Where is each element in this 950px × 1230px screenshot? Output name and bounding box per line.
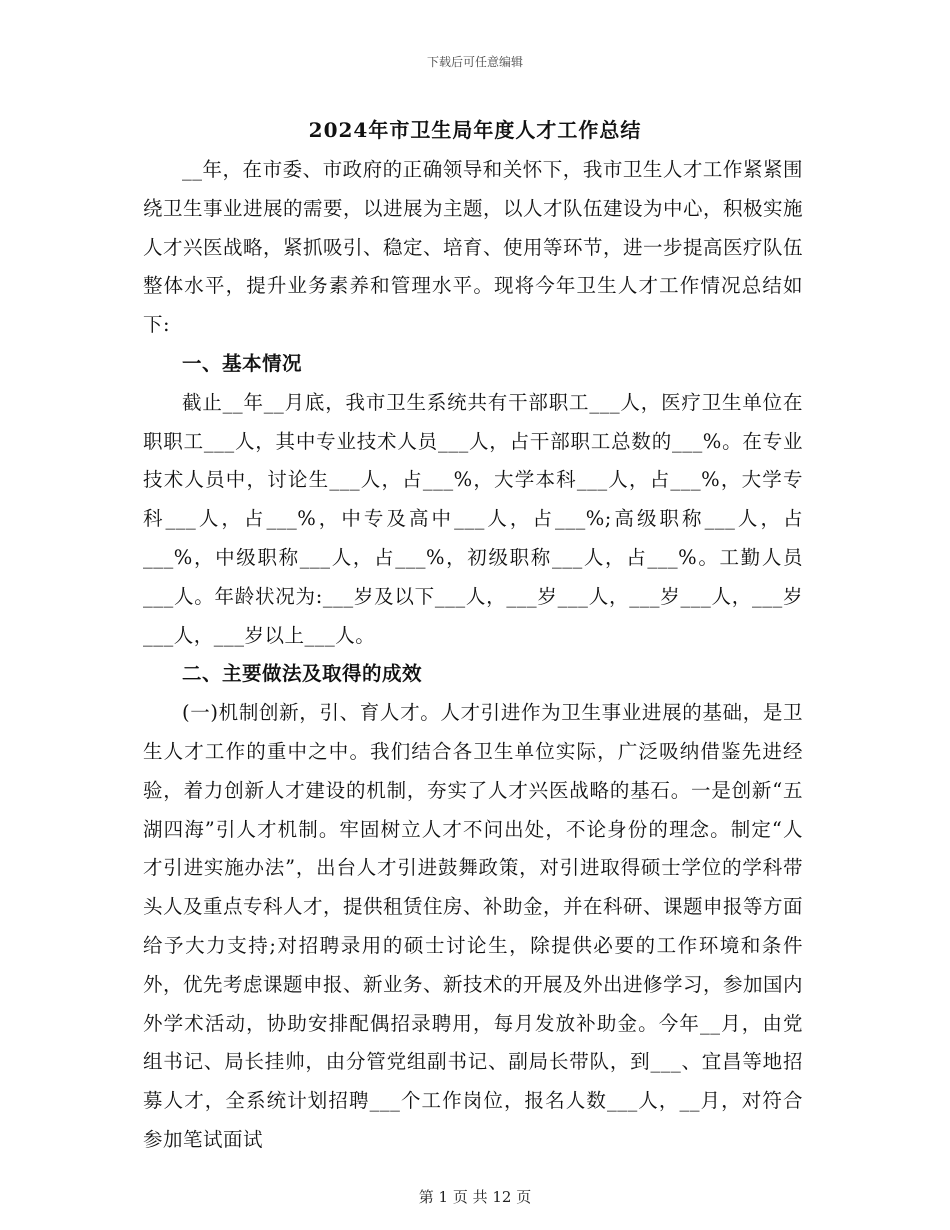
- page-footer: 第 1 页 共 12 页: [418, 1188, 532, 1206]
- section-paragraph-basic: 截止__年__月底，我市卫生系统共有干部职工___人，医疗卫生单位在职职工___人，其中专业技术人员___人，占干部职工总数的___%。在专业技术人员中，讨论生___人，占___%，大学本科___人，占___%，大学专科___人，占___%，中专及高中___人，占___%;高级职称___人，占___%，中级职称___人，占___%，初级职称___人，占___%。工勤人员___人。年龄状况为:___岁及以下___人，___岁___人，___岁___人，___岁___人，___岁以上___人。: [143, 390, 803, 647]
- document-body: [143, 151, 803, 1160]
- section-heading-basic: 一、基本情况: [182, 351, 303, 375]
- page-header: 下载后可任意编辑: [426, 55, 523, 69]
- intro-paragraph: __年，在市委、市政府的正确领导和关怀下，我市卫生人才工作紧紧围绕卫生事业进展的需要，以进展为主题，以人才队伍建设为中心，积极实施人才兴医战略，紧抓吸引、稳定、培育、使用等环节，进一步提高医疗队伍整体水平，提升业务素养和管理水平。现将今年卫生人才工作情况总结如下:: [143, 158, 804, 337]
- section-paragraph-measures: (一)机制创新，引、育人才。人才引进作为卫生事业进展的基础，是卫生人才工作的重中之中。我们结合各卫生单位实际，广泛吸纳借鉴先进经验，着力创新人才建设的机制，夯实了人才兴医战略的基石。一是创新“五湖四海”引人才机制。牢固树立人才不问出处，不论身份的理念。制定“人才引进实施办法”，出台人才引进鼓舞政策，对引进取得硕士学位的学科带头人及重点专科人才，提供租赁住房、补助金，并在科研、课题申报等方面给予大力支持;对招聘录用的硕士讨论生，除提供必要的工作环境和条件外，优先考虑课题申报、新业务、新技术的开展及外出进修学习，参加国内外学术活动，协助安排配偶招录聘用，每月发放补助金。今年__月，由党组书记、局长挂帅，由分管党组副书记、副局长带队，到___、宜昌等地招募人才，全系统计划招聘___个工作岗位，报名人数___人，__月，对符合参加笔试面试: [143, 701, 804, 1151]
- document-title: 2024年市卫生局年度人才工作总结: [308, 118, 642, 142]
- section-heading-measures: 二、主要做法及取得的成效: [182, 662, 423, 686]
